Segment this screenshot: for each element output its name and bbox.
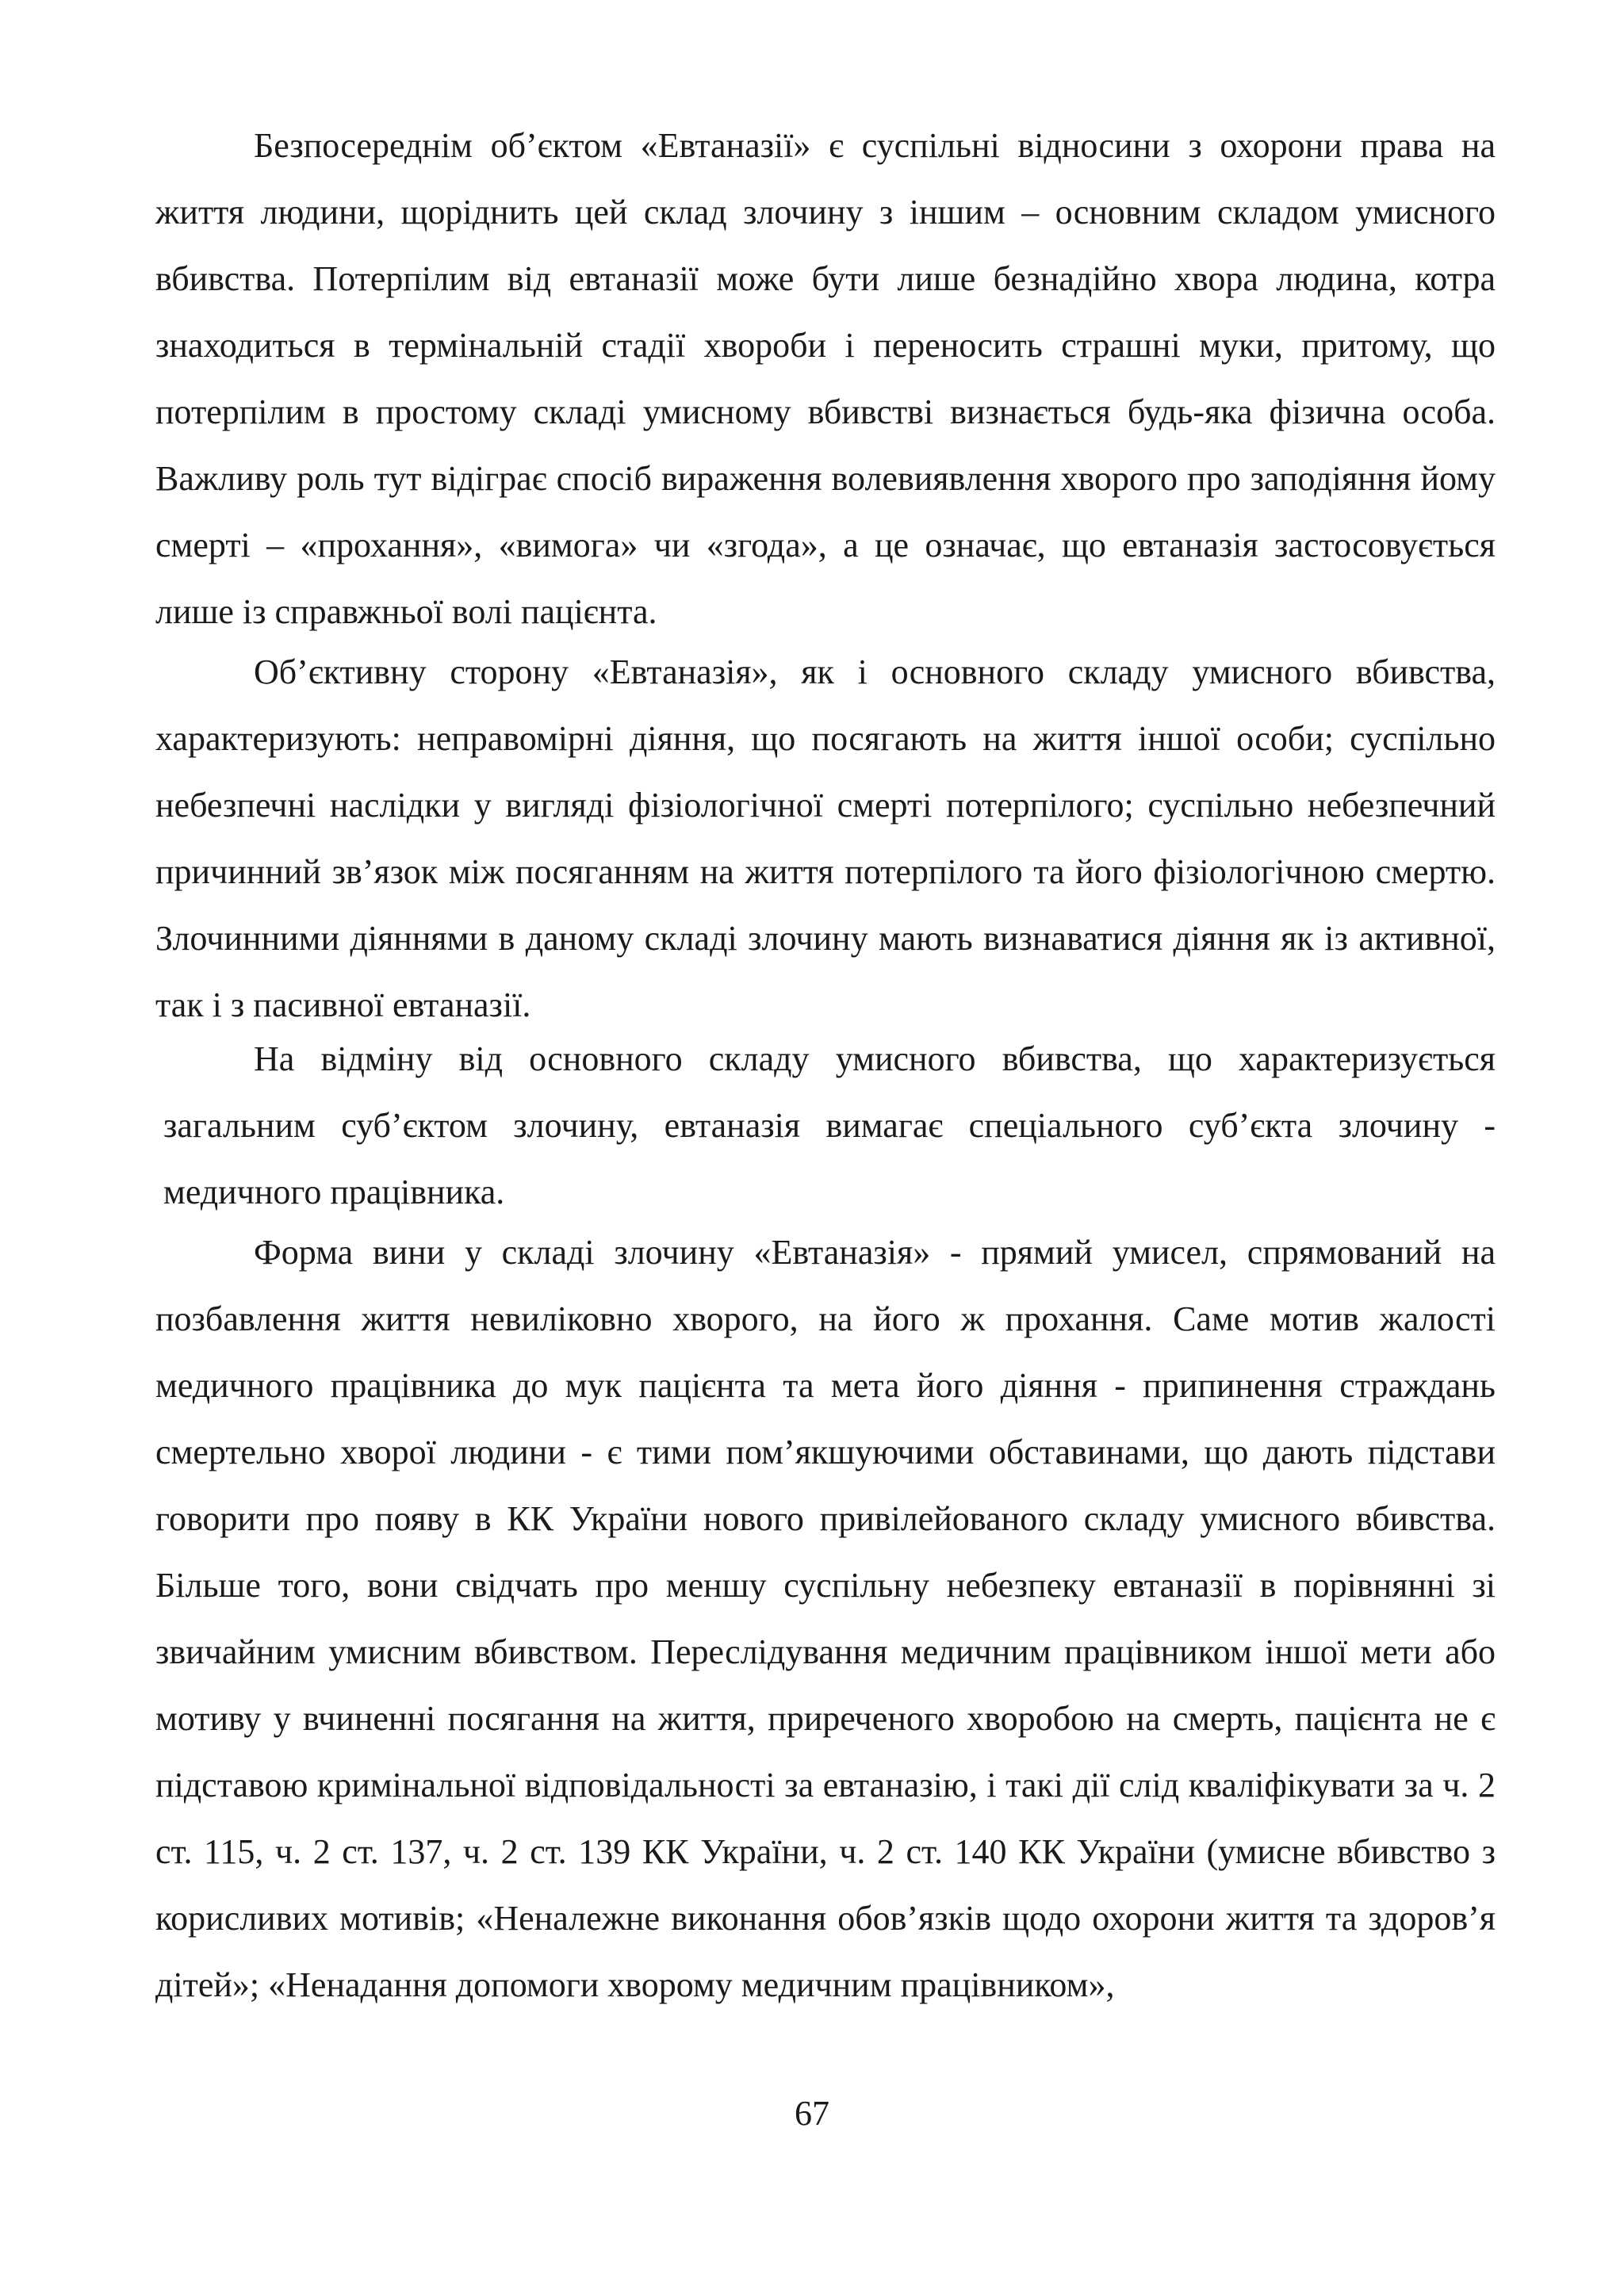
paragraph-special-subject: На відміну від основного складу умисного вбивства, що характеризується загальним суб’єктом злочину, евтаназія вимагає спеціального суб’єкта злочину - медичного працівника. — [163, 1039, 1496, 1211]
paragraph-objective-side: Об’єктивну сторону «Евтаназія», як і основного складу умисного вбивства, характеризують: неправомірні діяння, що посягають на життя іншої особи; суспільно небезпечні наслідки у вигляді фізіологічної смерті потерпілого; суспільно небезпечний причинний зв’язок між посяганням на життя потерпілого та його фізіологічною смертю. Злочинними діяннями в даному складі злочину мають визнаватися діяння як із активної, так і з пасивної евтаназії. — [155, 652, 1496, 1024]
paragraph-object-of-crime: Безпосереднім об’єктом «Евтаназії» є суспільні відносини з охорони права на життя людини, щоріднить цей склад злочину з іншим – основним складом умисного вбивства. Потерпілим від евтаназії може бути лише безнадійно хвора людина, котра знаходиться в термінальній стадії хвороби і переносить страшні муки, притому, що потерпілим в простому складі умисному вбивстві визнається будь-яка фізична особа. Важливу роль тут відіграє спосіб вираження волевиявлення хворого про заподіяння йому смерті – «прохання», «вимога» чи «згода», а це означає, що евтаназія застосовується лише із справжньої волі пацієнта. — [155, 126, 1496, 631]
paragraph-form-of-guilt: Форма вини у складі злочину «Евтаназія» - прямий умисел, спрямований на позбавлення життя невиліковно хворого, на його ж прохання. Саме мотив жалості медичного працівника до мук пацієнта та мета його діяння - припинення страждань смертельно хворої людини - є тими пом’якшуючими обставинами, що дають підстави говорити про появу в КК України нового привілейованого складу умисного вбивства. Більше того, вони свідчать про меншу суспільну небезпеку евтаназії в порівнянні зі звичайним умисним вбивством. Переслідування медичним працівником іншої мети або мотиву у вчиненні посягання на життя, приреченого хворобою на смерть, пацієнта не є підставою кримінальної відповідальності за евтаназію, і такі дії слід кваліфікувати за ч. 2 ст. 115, ч. 2 ст. 137, ч. 2 ст. 139 КК України, ч. 2 ст. 140 КК України (умисне вбивство з корисливих мотивів; «Неналежне виконання обов’язків щодо охорони життя та здоров’я дітей»; «Ненадання допомоги хворому медичним працівником», — [155, 1233, 1496, 2004]
page-number: 67 — [795, 2094, 829, 2133]
